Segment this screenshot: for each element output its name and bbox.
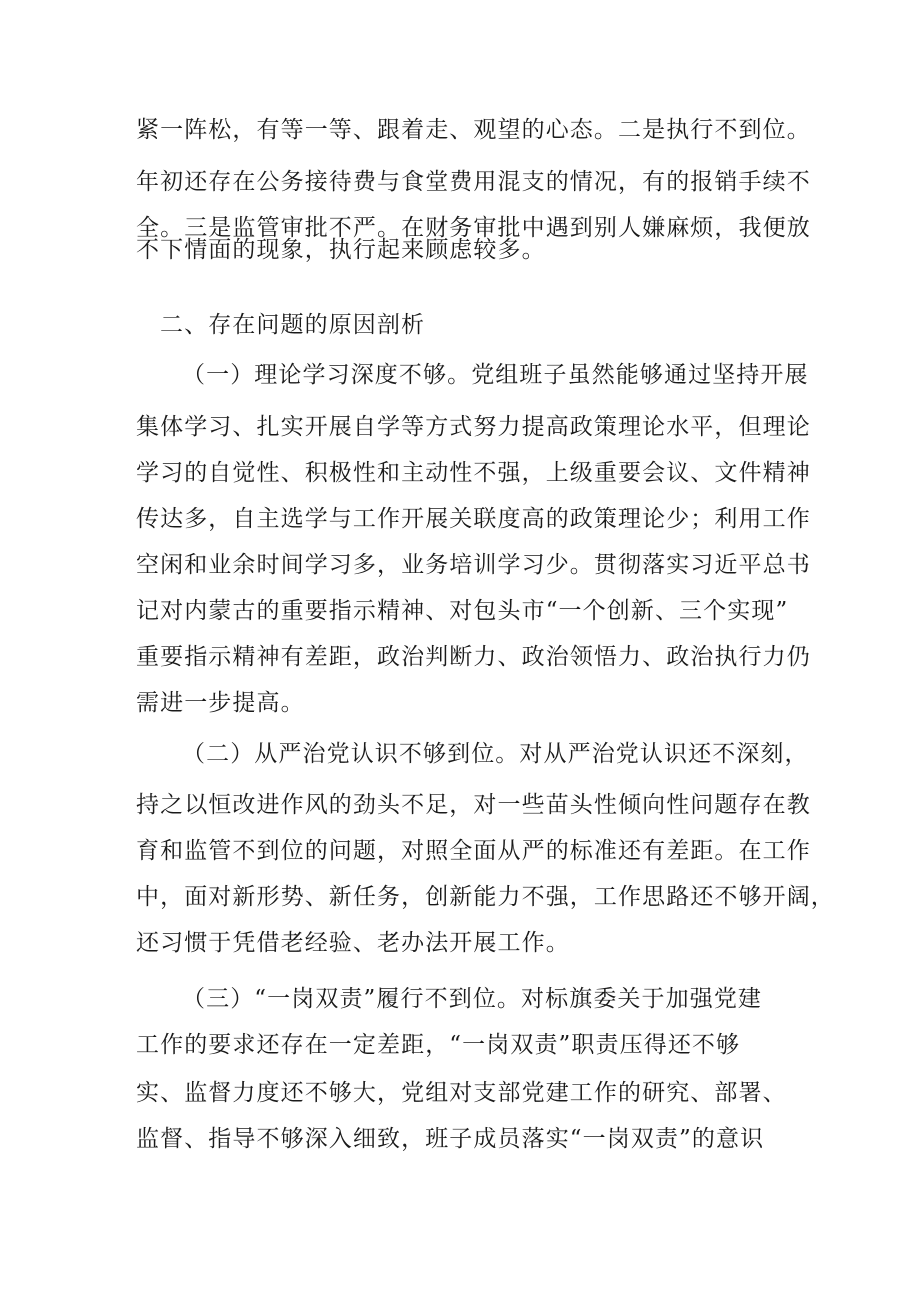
text-line: 监督、指导不够深入细致，班子成员落实“一岗双责”的意识: [136, 1126, 765, 1152]
paragraph-heading: （二）从严治党认识不够到位。对从严治党认识还不深刻，: [182, 741, 809, 767]
text-line: 不下情面的现象，执行起来顾虑较多。: [136, 237, 546, 263]
text-line: 记对内蒙古的重要指示精神、对包头市“一个创新、三个实现”: [136, 598, 789, 624]
text-line: 传达多，自主选学与工作开展关联度高的政策理论少；利用工作: [136, 506, 811, 532]
text-line: 全。三是监管审批不严。在财务审批中遇到别人嫌麻烦，我便放: [136, 215, 811, 241]
text-line: 工作的要求还存在一定差距，“一岗双责”职责压得还不够: [136, 1032, 741, 1058]
text-line: 集体学习、扎实开展自学等方式努力提高政策理论水平，但理论: [136, 414, 811, 440]
text-line: 紧一阵松，有等一等、跟着走、观望的心态。二是执行不到位。: [136, 117, 811, 143]
text-line: 空闲和业余时间学习多，业务培训学习少。贯彻落实习近平总书: [136, 552, 811, 578]
section-heading: 二、存在问题的原因剖析: [160, 312, 426, 338]
text-line: 中，面对新形势、新任务，创新能力不强，工作思路还不够开阔，: [136, 884, 835, 910]
text-line: 持之以恒改进作风的劲头不足，对一些苗头性倾向性问题存在教: [136, 792, 811, 818]
paragraph-heading: （一）理论学习深度不够。党组班子虽然能够通过坚持开展: [182, 362, 809, 388]
text-line: 需进一步提高。: [136, 690, 305, 716]
text-line: 年初还存在公务接待费与食堂费用混支的情况，有的报销手续不: [136, 169, 811, 195]
text-line: 实、监督力度还不够大，党组对支部党建工作的研究、部署、: [136, 1080, 787, 1106]
text-line: 育和监管不到位的问题，对照全面从严的标准还有差距。在工作: [136, 838, 811, 864]
text-line: 学习的自觉性、积极性和主动性不强，上级重要会议、文件精神: [136, 460, 811, 486]
paragraph-heading: （三）“一岗双责”履行不到位。对标旗委关于加强党建: [182, 986, 763, 1012]
text-line: 还习惯于凭借老经验、老办法开展工作。: [136, 930, 570, 956]
text-line: 重要指示精神有差距，政治判断力、政治领悟力、政治执行力仍: [136, 644, 811, 670]
